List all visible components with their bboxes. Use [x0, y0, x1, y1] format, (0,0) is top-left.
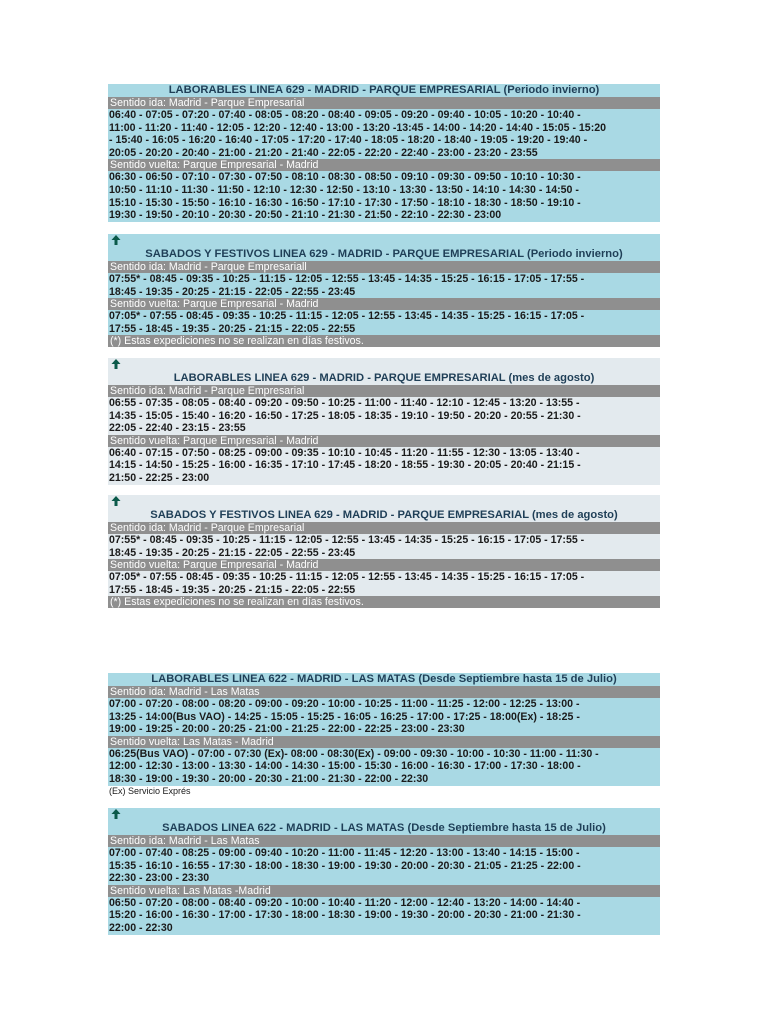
ida-times: 07:55* - 08:45 - 09:35 - 10:25 - 11:15 - 12:05 - 12:55 - 13:45 - 14:35 - 15:25 - 16:15 - 17:05 - 17:55 - 18:45 - 19:35 - 20:25 - 21:15 - 22:05 - 22:55 - 23:45: [108, 534, 660, 559]
direction-ida-label: Sentido ida: Madrid - Parque Empresarial: [108, 97, 660, 109]
vuelta-times: 07:05* - 07:55 - 08:45 - 09:35 - 10:25 - 11:15 - 12:05 - 12:55 - 13:45 - 14:35 - 15:25 - 16:15 - 17:05 - 17:55 - 18:45 - 19:35 - 20:25 - 21:15 - 22:05 - 22:55: [108, 310, 660, 335]
block-title: LABORABLES LINEA 622 - MADRID - LAS MATAS (Desde Septiembre hasta 15 de Julio): [151, 673, 617, 685]
vuelta-times: 06:30 - 06:50 - 07:10 - 07:30 - 07:50 - 08:10 - 08:30 - 08:50 - 09:10 - 09:30 - 09:50 - 10:10 - 10:30 - 10:50 - 11:10 - 11:30 - 11:50 - 12:10 - 12:30 - 12:50 - 13:10 - 13:30 - 13:50 - 14:10 - 14:30 - 14:50 - 15:10 - 15:30 - 15:50 - 16:10 - 16:30 - 16:50 - 17:10 - 17:30 - 17:50 - 18:10 - 18:30 - 18:50 - 19:10 - 19:30 - 19:50 - 20:10 - 20:30 - 20:50 - 21:10 - 21:30 - 21:50 - 22:10 - 22:30 - 23:00: [108, 171, 660, 221]
timetable-block-629-sabados-invierno: [108, 234, 660, 347]
timetable-block-622-sabados: [108, 808, 660, 935]
direction-vuelta-label: Sentido vuelta: Las Matas -Madrid: [108, 885, 660, 897]
footnote: (*) Estas expediciones no se realizan en días festivos.: [108, 335, 660, 347]
vuelta-times: 06:50 - 07:20 - 08:00 - 08:40 - 09:20 - 10:00 - 10:40 - 11:20 - 12:00 - 12:40 - 13:20 - 14:00 - 14:40 - 15:20 - 16:00 - 16:30 - 17:00 - 17:30 - 18:00 - 18:30 - 19:00 - 19:30 - 20:00 - 20:30 - 21:00 - 21:30 - 22:00 - 22:30: [108, 897, 660, 935]
timetable-block-629-laborables-invierno: [108, 84, 660, 222]
timetable-block-629-sabados-agosto: [108, 495, 660, 608]
arrow-up-icon[interactable]: [108, 358, 660, 372]
block-title: LABORABLES LINEA 629 - MADRID - PARQUE EMPRESARIAL (Periodo invierno): [168, 84, 600, 96]
block-title: SABADOS LINEA 622 - MADRID - LAS MATAS (Desde Septiembre hasta 15 de Julio): [162, 822, 606, 834]
vuelta-times: 06:40 - 07:15 - 07:50 - 08:25 - 09:00 - 09:35 - 10:10 - 10:45 - 11:20 - 11:55 - 12:30 - 13:05 - 13:40 - 14:15 - 14:50 - 15:25 - 16:00 - 16:35 - 17:10 - 17:45 - 18:20 - 18:55 - 19:30 - 20:05 - 20:40 - 21:15 - 21:50 - 22:25 - 23:00: [108, 447, 660, 485]
block-title: SABADOS Y FESTIVOS LINEA 629 - MADRID - PARQUE EMPRESARIAL (mes de agosto): [150, 509, 618, 521]
vuelta-times: 07:05* - 07:55 - 08:45 - 09:35 - 10:25 - 11:15 - 12:05 - 12:55 - 13:45 - 14:35 - 15:25 - 16:15 - 17:05 - 17:55 - 18:45 - 19:35 - 20:25 - 21:15 - 22:05 - 22:55: [108, 571, 660, 596]
direction-vuelta-label: Sentido vuelta: Parque Empresarial - Madrid: [108, 435, 660, 447]
arrow-up-icon[interactable]: [108, 808, 660, 822]
direction-vuelta-label: Sentido vuelta: Las Matas - Madrid: [108, 736, 660, 748]
footnote: (*) Estas expediciones no se realizan en días festivos.: [108, 596, 660, 608]
direction-ida-label: Sentido ida: Madrid - Las Matas: [108, 686, 660, 698]
block-title: LABORABLES LINEA 629 - MADRID - PARQUE EMPRESARIAL (mes de agosto): [173, 372, 595, 384]
ida-times: 06:55 - 07:35 - 08:05 - 08:40 - 09:20 - 09:50 - 10:25 - 11:00 - 11:40 - 12:10 - 12:45 - 13:20 - 13:55 - 14:35 - 15:05 - 15:40 - 16:20 - 16:50 - 17:25 - 18:05 - 18:35 - 19:10 - 19:50 - 20:20 - 20:55 - 21:30 - 22:05 - 22:40 - 23:15 - 23:55: [108, 397, 660, 435]
direction-ida-label: Sentido ida: Madrid - Parque Empresarial: [108, 522, 660, 534]
direction-vuelta-label: Sentido vuelta: Parque Empresarial - Madrid: [108, 559, 660, 571]
block-title: SABADOS Y FESTIVOS LINEA 629 - MADRID - PARQUE EMPRESARIAL (Periodo invierno): [145, 248, 623, 260]
ida-times: 07:00 - 07:40 - 08:25 - 09:00 - 09:40 - 10:20 - 11:00 - 11:45 - 12:20 - 13:00 - 13:40 - 14:15 - 15:00 - 15:35 - 16:10 - 16:55 - 17:30 - 18:00 - 18:30 - 19:00 - 19:30 - 20:00 - 20:30 - 21:05 - 21:25 - 22:00 - 22:30 - 23:00 - 23:30: [108, 847, 660, 885]
direction-vuelta-label: Sentido vuelta: Parque Empresarial - Madrid: [108, 298, 660, 310]
arrow-up-icon[interactable]: [108, 234, 660, 248]
direction-ida-label: Sentido ida: Madrid - Parque Empresarial: [108, 385, 660, 397]
vuelta-times: 06:25(Bus VAO) - 07:00 - 07:30 (Ex)- 08:00 - 08:30(Ex) - 09:00 - 09:30 - 10:00 - 10:30 - 11:00 - 11:30 - 12:00 - 12:30 - 13:00 - 13:30 - 14:00 - 14:30 - 15:00 - 15:30 - 16:00 - 16:30 - 17:00 - 17:30 - 18:00 - 18:30 - 19:00 - 19:30 - 20:00 - 20:30 - 21:00 - 21:30 - 22:00 - 22:30: [108, 748, 660, 786]
footnote: (Ex) Servicio Exprés: [109, 786, 191, 796]
direction-ida-label: Sentido ida: Madrid - Parque Empresariall: [108, 261, 660, 273]
ida-times: 07:00 - 07:20 - 08:00 - 08:20 - 09:00 - 09:20 - 10:00 - 10:25 - 11:00 - 11:25 - 12:00 - 12:25 - 13:00 - 13:25 - 14:00(Bus VAO) - 14:25 - 15:05 - 15:25 - 16:05 - 16:25 - 17:00 - 17:25 - 18:00(Ex) - 18:25 - 19:00 - 19:25 - 20:00 - 20:25 - 21:00 - 21:25 - 22:00 - 22:25 - 23:00 - 23:30: [108, 698, 660, 736]
arrow-up-icon[interactable]: [108, 495, 660, 509]
timetable-block-629-laborables-agosto: [108, 358, 660, 485]
direction-vuelta-label: Sentido vuelta: Parque Empresarial - Madrid: [108, 159, 660, 171]
express-note: [108, 786, 660, 797]
ida-times: 07:55* - 08:45 - 09:35 - 10:25 - 11:15 - 12:05 - 12:55 - 13:45 - 14:35 - 15:25 - 16:15 - 17:05 - 17:55 - 18:45 - 19:35 - 20:25 - 21:15 - 22:05 - 22:55 - 23:45: [108, 273, 660, 298]
timetable-block-622-laborables: [108, 673, 660, 786]
ida-times: 06:40 - 07:05 - 07:20 - 07:40 - 08:05 - 08:20 - 08:40 - 09:05 - 09:20 - 09:40 - 10:05 - 10:20 - 10:40 - 11:00 - 11:20 - 11:40 - 12:05 - 12:20 - 12:40 - 13:00 - 13:20 -13:45 - 14:00 - 14:20 - 14:40 - 15:05 - 15:20 - 15:40 - 16:05 - 16:20 - 16:40 - 17:05 - 17:20 - 17:40 - 18:05 - 18:20 - 18:40 - 19:05 - 19:20 - 19:40 - 20:05 - 20:20 - 20:40 - 21:00 - 21:20 - 21:40 - 22:05 - 22:20 - 22:40 - 23:00 - 23:20 - 23:55: [108, 109, 660, 159]
direction-ida-label: Sentido ida: Madrid - Las Matas: [108, 835, 660, 847]
